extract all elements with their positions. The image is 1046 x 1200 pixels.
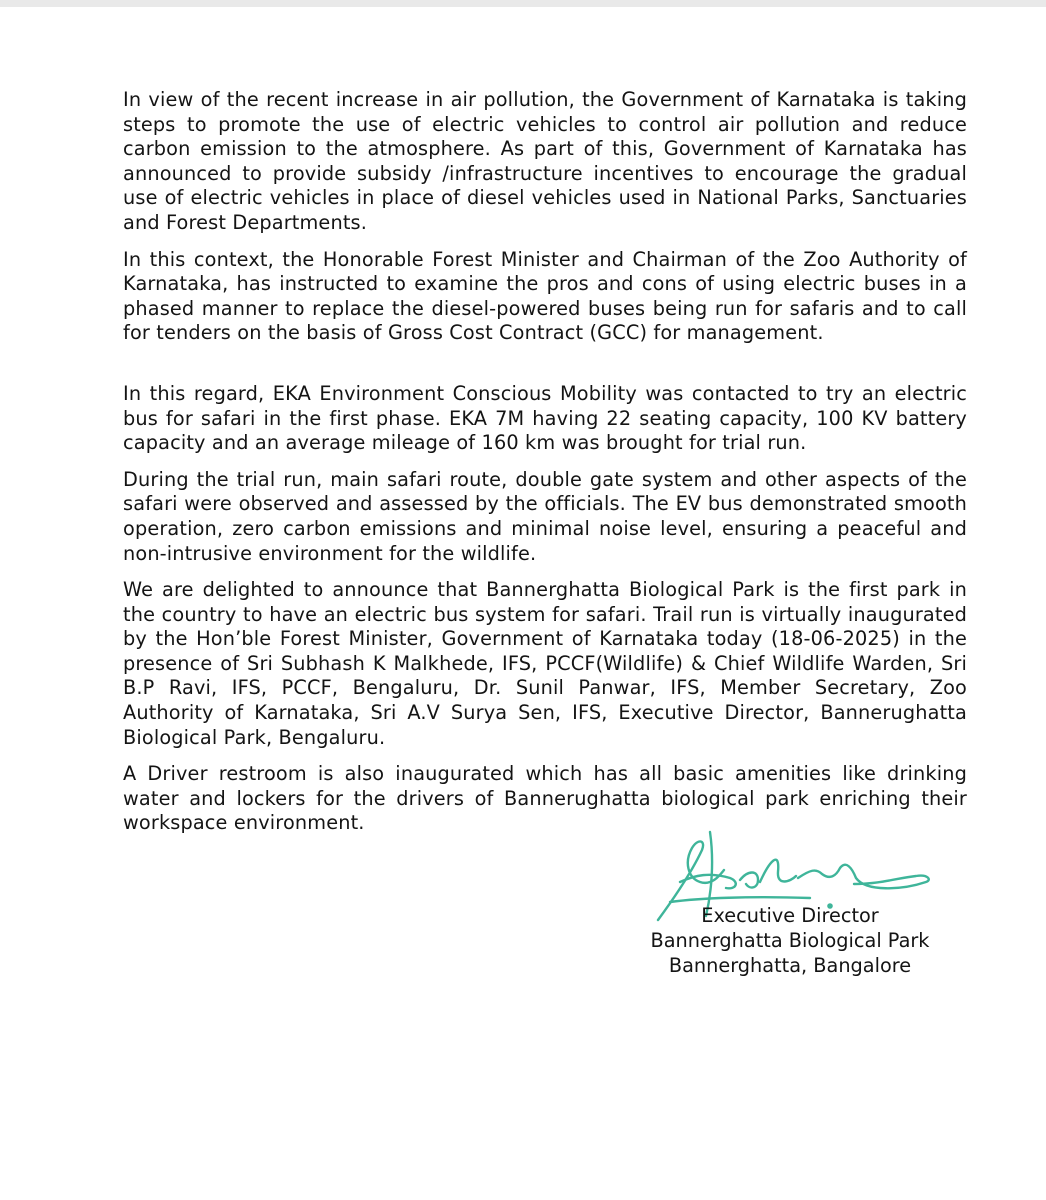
signatory-location: Bannerghatta, Bangalore [668,954,912,977]
paragraph-eka-trial: In this regard, EKA Environment Conscious Mobility was contacted to try an electric bus for safari in the first phase. EKA 7M having 22 seating capacity, 100 KV battery capacity and an average mileage of 160 km was brought for trial run. [123,381,967,455]
signature-stroke-middle [740,860,796,888]
paragraph-announcement: We are delighted to announce that Bannerghatta Biological Park is the first park in the country to have an electric bus system for safari. Trail run is virtually inaugurated by the Hon’ble Forest Minister, Government of Karnataka today (18-06-2025) in the presence of Sri Subhash K Malkhede, IFS, PCCF(Wildlife) & Chief Wildlife Warden, Sri B.P Ravi, IFS, PCCF, Bengaluru, Dr. Sunil Panwar, IFS, Member Secretary, Zoo Authority of Karnataka, Sri A.V Surya Sen, IFS, Executive Director, Bannerughatta Biological Park, Bengaluru. [123,578,967,749]
signature-block [630,903,950,978]
letter-body [123,88,967,848]
paragraph-trial-observations: During the trial run, main safari route, double gate system and other aspects of the safari were observed and assessed by the officials. The EV bus demonstrated smooth operation, zero carbon emissions and minimal noise level, ensuring a peaceful and non-intrusive environment for the wildlife. [123,467,967,565]
paragraph-context: In this context, the Honorable Forest Minister and Chairman of the Zoo Authority of Karnataka, has instructed to examine the pros and cons of using electric buses in a phased manner to replace the diesel-powered buses being run for safaris and to call for tenders on the basis of Gross Cost Contract (GCC) for management. [123,247,967,345]
signature-underline [670,897,810,902]
signature-stroke-tail [798,865,929,889]
paragraph-driver-restroom: A Driver restroom is also inaugurated which has all basic amenities like drinking water and lockers for the drivers of Bannerughatta biological park enriching their workspace environment. [123,762,967,835]
paragraph-air-pollution: In view of the recent increase in air pollution, the Government of Karnataka is taking steps to promote the use of electric vehicles to control air pollution and reduce carbon emission to the atmosphere. As part of this, Government of Karnataka has announced to provide subsidy /infrastructure incentives to encourage the gradual use of electric vehicles in place of diesel vehicles used in National Parks, Sanctuaries and Forest Departments. [123,88,967,234]
signatory-organization: Bannerghatta Biological Park [650,929,930,952]
signatory-title: Executive Director [701,904,879,927]
top-border-strip [0,0,1046,7]
